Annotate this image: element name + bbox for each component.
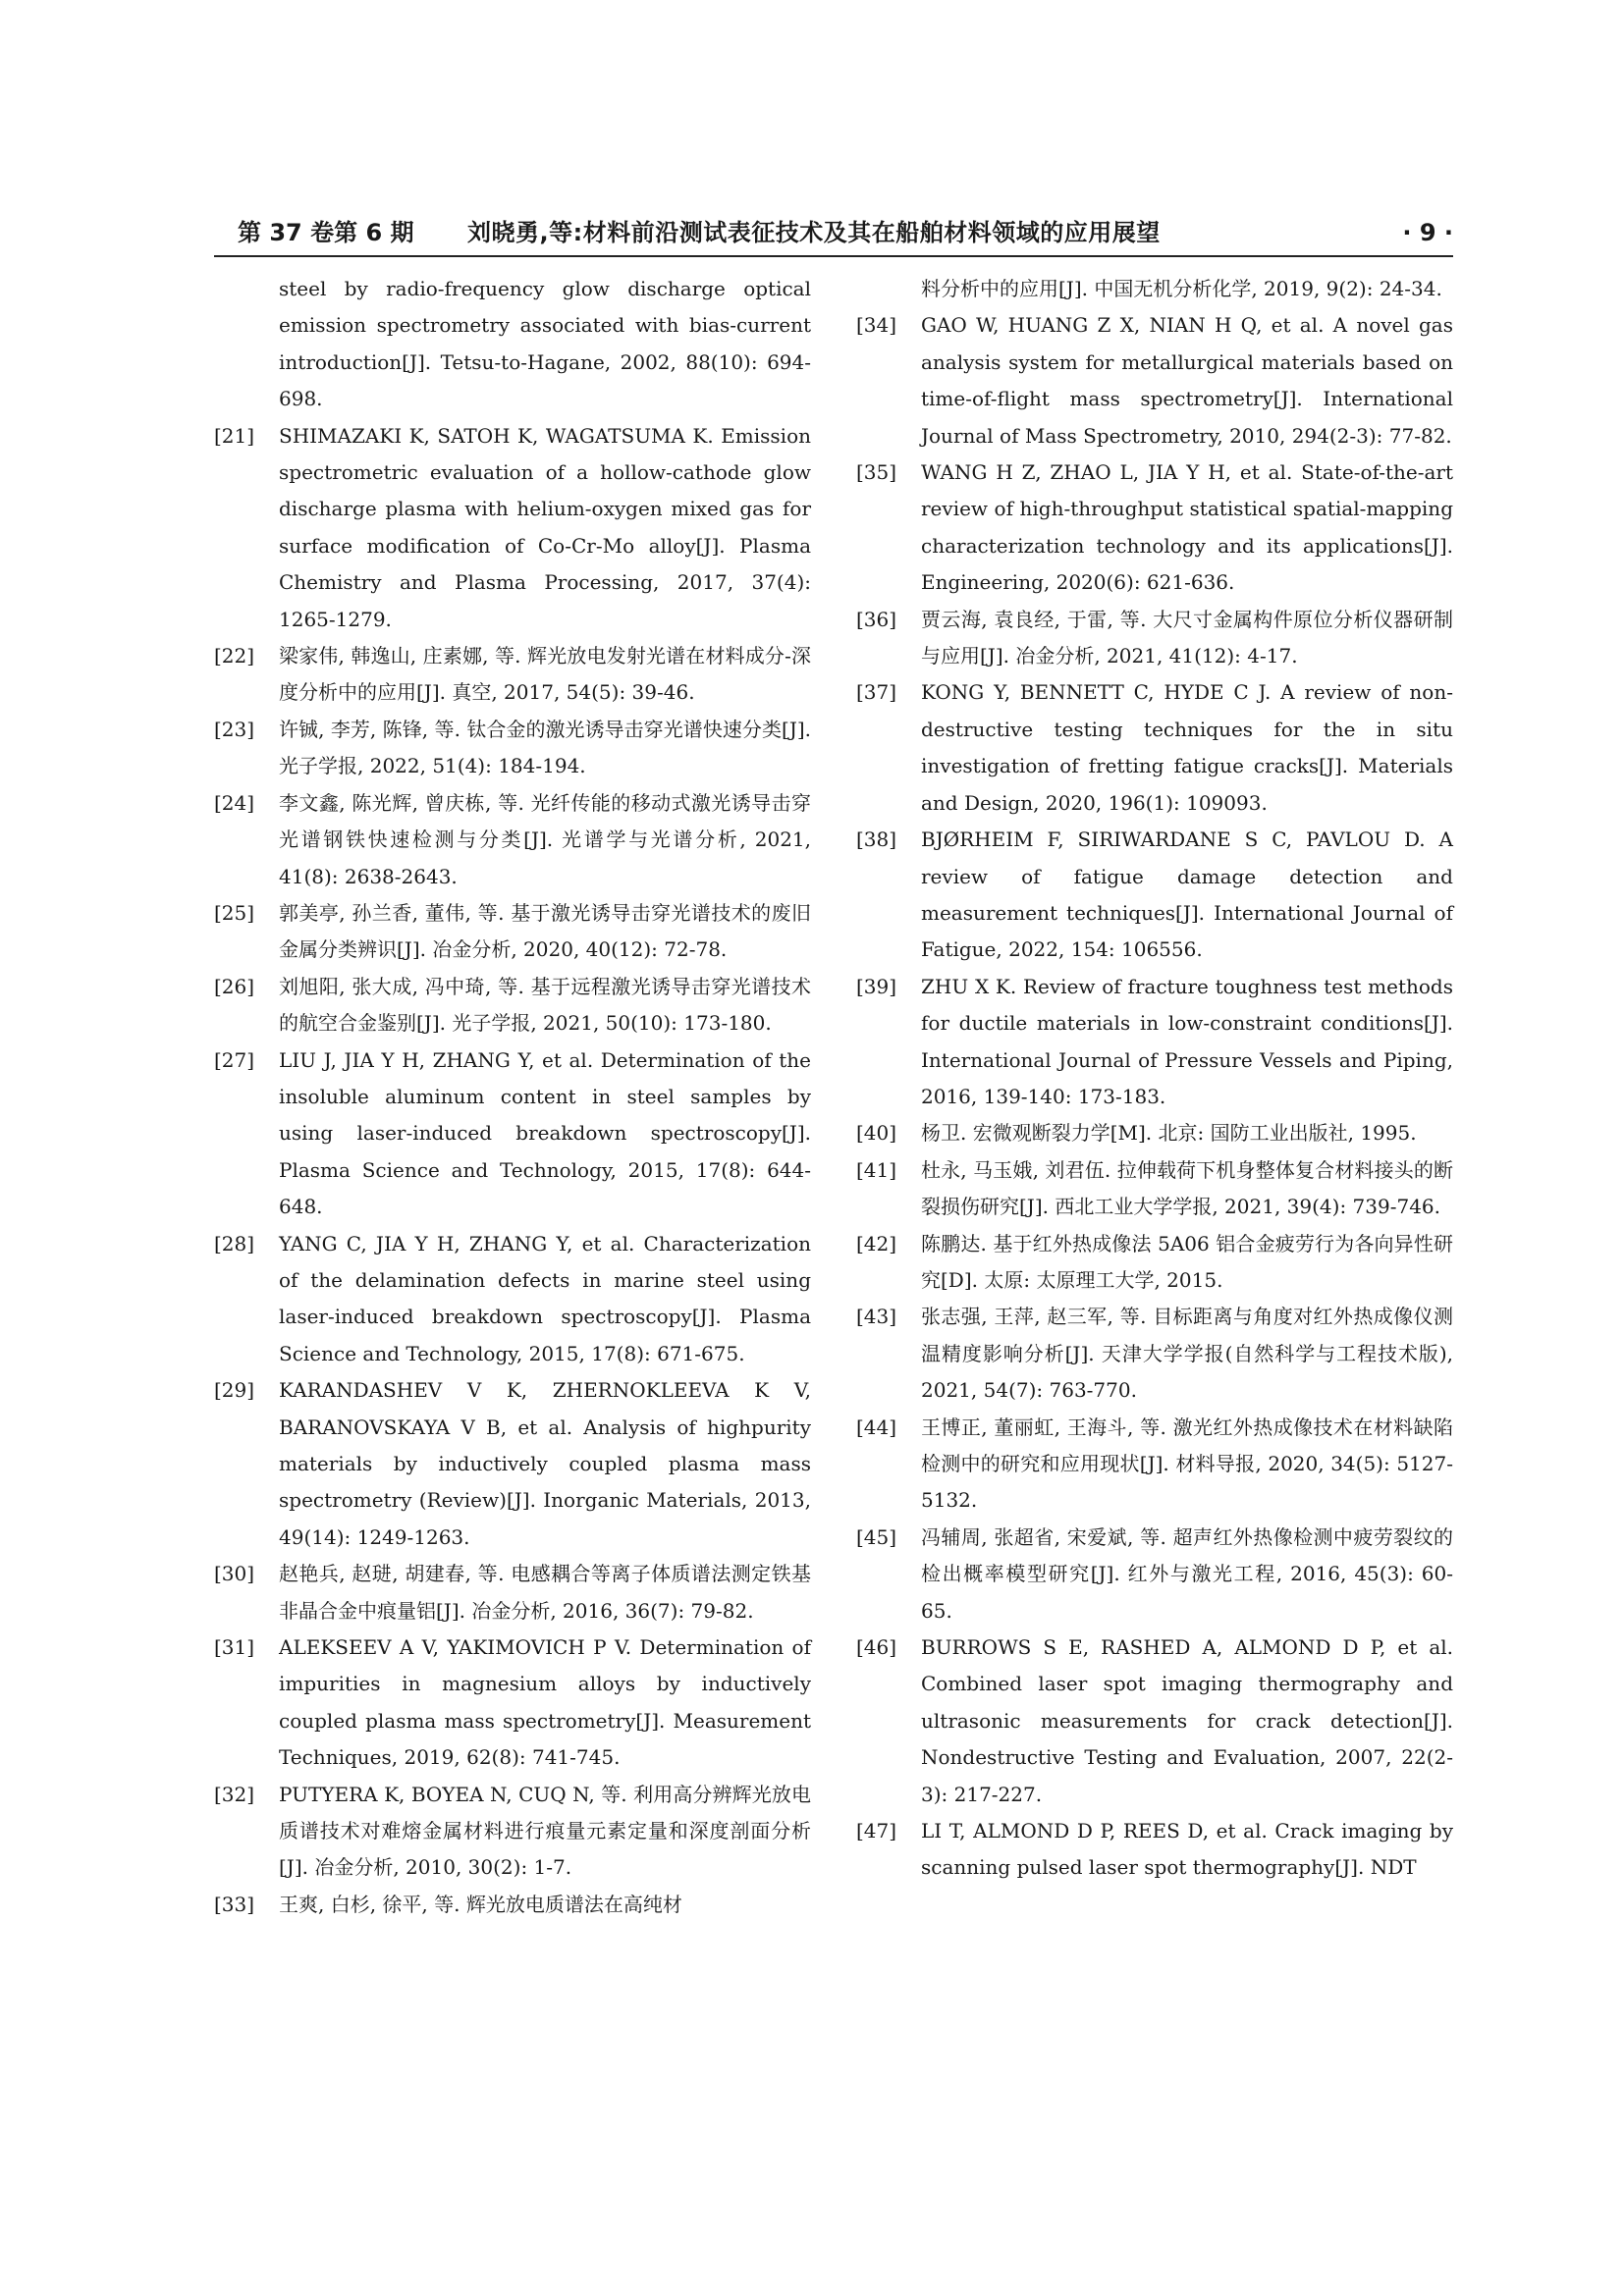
reference-text: 杨卫. 宏微观断裂力学[M]. 北京: 国防工业出版社, 1995. (921, 1121, 1417, 1146)
reference-text: SHIMAZAKI K, SATOH K, WAGATSUMA K. Emission spectrometric evaluation of a hollow-cathode glow discharge plasma with helium-oxygen mixed gas for surface modification of Co-Cr-Mo alloy[J]. Plasma Chemistry and Plasma Processing, 2017, 37(4): 1265-1279. (279, 423, 811, 631)
reference-text: YANG C, JIA Y H, ZHANG Y, et al. Characterization of the delamination defects in marine steel using laser-induced breakdown spectroscopy[J]. Plasma Science and Technology, 2015, 17(8): 671-675. (279, 1231, 811, 1365)
reference-item (214, 1556, 811, 1629)
reference-item (856, 602, 1453, 675)
reference-item (214, 1226, 811, 1373)
reference-item (214, 1042, 811, 1226)
reference-item (856, 969, 1453, 1116)
reference-text: KONG Y, BENNETT C, HYDE C J. A review of non-destructive testing techniques for the in situ investigation of fretting fatigue cracks[J]. Materials and Design, 2020, 196(1): 109093. (921, 680, 1453, 815)
reference-number: [29] (214, 1378, 255, 1403)
left-column (214, 271, 811, 1923)
reference-text: 郭美亭, 孙兰香, 董伟, 等. 基于激光诱导击穿光谱技术的废旧金属分类辨识[J]. 冶金分析, 2020, 40(12): 72-78. (279, 900, 811, 962)
reference-item (214, 969, 811, 1042)
reference-text: BURROWS S E, RASHED A, ALMOND D P, et al. Combined laser spot imaging thermography and ultrasonic measurements for crack detection[J]. Nondestructive Testing and Evaluation, 2007, 22(2-3): 217-227. (921, 1635, 1453, 1806)
reference-number: [45] (856, 1524, 897, 1549)
reference-number: [21] (214, 423, 255, 448)
reference-text: 贾云海, 袁良经, 于雷, 等. 大尺寸金属构件原位分析仪器研制与应用[J]. 冶金分析, 2021, 41(12): 4-17. (921, 607, 1453, 668)
reference-item (856, 1629, 1453, 1813)
reference-number: [31] (214, 1635, 255, 1660)
reference-item (214, 1372, 811, 1556)
page-number: · 9 · (1402, 219, 1453, 246)
reference-number: [32] (214, 1782, 255, 1806)
reference-number: [22] (214, 644, 255, 668)
reference-number: [42] (856, 1231, 897, 1255)
reference-text: 杜永, 马玉娥, 刘君伍. 拉伸载荷下机身整体复合材料接头的断裂损伤研究[J]. 西北工业大学学报, 2021, 39(4): 739-746. (921, 1157, 1453, 1219)
reference-item (856, 822, 1453, 969)
reference-continuation: steel by radio-frequency glow discharge optical emission spectrometry associated with bias-current introduction[J]. Tetsu-to-Hagane, 2002, 88(10): 694-698. (279, 277, 811, 411)
reference-text: KARANDASHEV V K, ZHERNOKLEEVA K V, BARANOVSKAYA V B, et al. Analysis of highpurity materials by inductively coupled plasma mass spectrometry (Review)[J]. Inorganic Materials, 2013, 49(14): 1249-1263. (279, 1378, 811, 1549)
reference-continuation: 料分析中的应用[J]. 中国无机分析化学, 2019, 9(2): 24-34. (921, 277, 1442, 300)
reference-number: [46] (856, 1635, 897, 1660)
reference-list-left (214, 418, 811, 1924)
reference-item (856, 454, 1453, 602)
reference-text: 刘旭阳, 张大成, 冯中琦, 等. 基于远程激光诱导击穿光谱技术的航空合金鉴别[J]. 光子学报, 2021, 50(10): 173-180. (279, 974, 811, 1036)
reference-item (856, 1299, 1453, 1409)
reference-item (856, 1115, 1453, 1151)
reference-item (214, 1629, 811, 1777)
reference-text: LI T, ALMOND D P, REES D, et al. Crack imaging by scanning pulsed laser spot thermography[J]. NDT (921, 1819, 1453, 1880)
reference-number: [30] (214, 1562, 255, 1586)
reference-item (214, 638, 811, 712)
reference-number: [34] (856, 313, 897, 338)
reference-number: [44] (856, 1415, 897, 1439)
journal-volume-issue: 第 37 卷第 6 期 (238, 219, 414, 246)
reference-item (214, 785, 811, 895)
reference-number: [47] (856, 1819, 897, 1843)
reference-text: 许铖, 李芳, 陈锋, 等. 钛合金的激光诱导击穿光谱快速分类[J]. 光子学报, 2022, 51(4): 184-194. (279, 717, 811, 778)
reference-text: 冯辅周, 张超省, 宋爱斌, 等. 超声红外热像检测中疲劳裂纹的检出概率模型研究[J]. 红外与激光工程, 2016, 45(3): 60-65. (921, 1524, 1453, 1623)
reference-number: [38] (856, 828, 897, 852)
reference-number: [24] (214, 790, 255, 815)
reference-number: [35] (856, 460, 897, 485)
reference-text: 梁家伟, 韩逸山, 庄素娜, 等. 辉光放电发射光谱在材料成分-深度分析中的应用[J]. 真空, 2017, 54(5): 39-46. (279, 644, 811, 705)
reference-text: 王博正, 董丽虹, 王海斗, 等. 激光红外热成像技术在材料缺陷检测中的研究和应用现状[J]. 材料导报, 2020, 34(5): 5127-5132. (921, 1415, 1453, 1513)
reference-number: [25] (214, 900, 255, 925)
reference-text: LIU J, JIA Y H, ZHANG Y, et al. Determination of the insoluble aluminum content in steel samples by using laser-induced breakdown spectroscopy[J]. Plasma Science and Technology, 2015, 17(8): 644-648. (279, 1047, 811, 1219)
reference-text: PUTYERA K, BOYEA N, CUQ N, 等. 利用高分辨辉光放电质谱技术对难熔金属材料进行痕量元素定量和深度剖面分析[J]. 冶金分析, 2010, 30(2): 1-7. (279, 1782, 811, 1880)
reference-item (214, 1887, 811, 1923)
reference-text: BJØRHEIM F, SIRIWARDANE S C, PAVLOU D. A review of fatigue damage detection and measurement techniques[J]. International Journal of Fatigue, 2022, 154: 106556. (921, 828, 1453, 962)
reference-number: [23] (214, 717, 255, 741)
reference-item (856, 1520, 1453, 1629)
reference-text: GAO W, HUANG Z X, NIAN H Q, et al. A novel gas analysis system for metallurgical materials based on time-of-flight mass spectrometry[J]. International Journal of Mass Spectrometry, 2010, 294(2-3): 77-82. (921, 313, 1453, 448)
reference-item (856, 1813, 1453, 1887)
reference-item (856, 1410, 1453, 1520)
reference-text: 李文鑫, 陈光辉, 曾庆栋, 等. 光纤传能的移动式激光诱导击穿光谱钢铁快速检测与分类[J]. 光谱学与光谱分析, 2021, 41(8): 2638-2643. (279, 790, 811, 888)
reference-item (856, 674, 1453, 822)
right-column (856, 271, 1453, 1887)
reference-text: 陈鹏达. 基于红外热成像法 5A06 铝合金疲劳行为各向异性研究[D]. 太原: 太原理工大学, 2015. (921, 1231, 1453, 1292)
reference-item (856, 307, 1453, 454)
reference-list-right (856, 307, 1453, 1886)
reference-text: ZHU X K. Review of fracture toughness test methods for ductile materials in low-constraint conditions[J]. International Journal of Pressure Vessels and Piping, 2016, 139-140: 173-183. (921, 974, 1453, 1108)
running-header (214, 216, 1453, 257)
reference-item (214, 418, 811, 638)
reference-number: [36] (856, 607, 897, 631)
reference-item (856, 1226, 1453, 1300)
reference-text: 王爽, 白杉, 徐平, 等. 辉光放电质谱法在高纯材 (279, 1892, 682, 1916)
reference-number: [28] (214, 1231, 255, 1255)
reference-number: [40] (856, 1121, 897, 1146)
reference-text: WANG H Z, ZHAO L, JIA Y H, et al. State-of-the-art review of high-throughput statistical spatial-mapping characterization technology and its applications[J]. Engineering, 2020(6): 621-636. (921, 460, 1453, 595)
reference-item (214, 712, 811, 785)
reference-item (214, 1777, 811, 1887)
reference-number: [26] (214, 974, 255, 998)
reference-item (214, 895, 811, 969)
reference-number: [37] (856, 680, 897, 705)
reference-text: 张志强, 王萍, 赵三军, 等. 目标距离与角度对红外热成像仪测温精度影响分析[J]. 天津大学学报(自然科学与工程技术版), 2021, 54(7): 763-770. (921, 1305, 1453, 1403)
reference-text: 赵艳兵, 赵琎, 胡建春, 等. 电感耦合等离子体质谱法测定铁基非晶合金中痕量铝[J]. 冶金分析, 2016, 36(7): 79-82. (279, 1562, 811, 1623)
reference-text: ALEKSEEV A V, YAKIMOVICH P V. Determination of impurities in magnesium alloys by inductively coupled plasma mass spectrometry[J]. Measurement Techniques, 2019, 62(8): 741-745. (279, 1635, 811, 1770)
reference-number: [33] (214, 1892, 255, 1916)
reference-number: [41] (856, 1157, 897, 1182)
running-title: 刘晓勇,等:材料前沿测试表征技术及其在船舶材料领域的应用展望 (467, 219, 1161, 246)
reference-number: [43] (856, 1305, 897, 1329)
reference-item (856, 1152, 1453, 1226)
reference-number: [27] (214, 1047, 255, 1072)
reference-number: [39] (856, 974, 897, 998)
